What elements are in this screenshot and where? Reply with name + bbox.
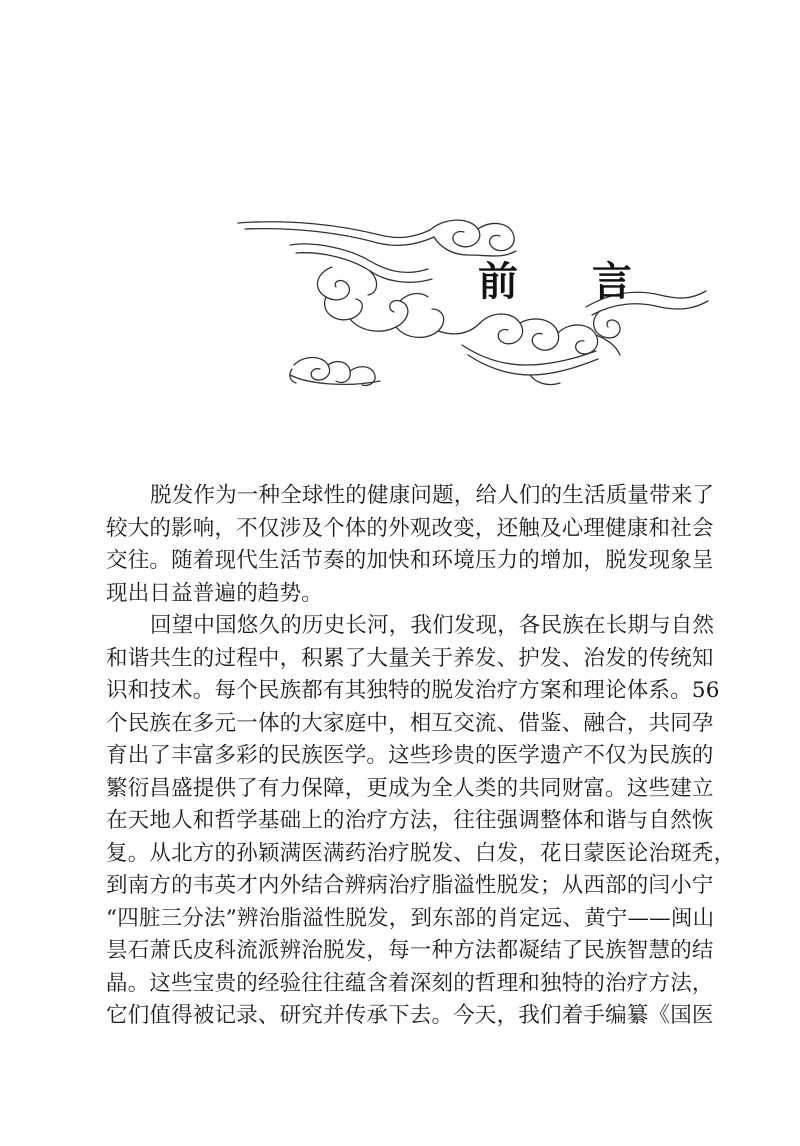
paragraph-2 xyxy=(106,610,736,1033)
text-line: “四脏三分法”辨治脂溢性脱发，到东部的肖定远、黄宁——闽山 xyxy=(106,905,715,931)
page-title: 前 言 xyxy=(478,258,662,305)
text-line: 晶。这些宝贵的经验往往蕴含着深刻的哲理和独特的治疗方法， xyxy=(106,970,714,996)
text-line: 昙石萧氏皮科流派辨治脱发，每一种方法都凝结了民族智慧的结 xyxy=(106,938,714,963)
text-line: 个民族在多元一体的大家庭中，相互交流、借鉴、融合，共同孕 xyxy=(106,710,714,736)
text-line: 和谐共生的过程中，积累了大量关于养发、护发、治发的传统知 xyxy=(106,645,714,671)
body-text xyxy=(106,480,736,1033)
text-line: 交往。随着现代生活节奏的加快和环境压力的增加，脱发现象呈 xyxy=(106,548,714,573)
text-line: 回望中国悠久的历史长河，我们发现，各民族在长期与自然 xyxy=(150,613,715,638)
paragraph-1 xyxy=(106,480,715,610)
text-line: 它们值得被记录、研究并传承下去。今天，我们着手编纂《国医 xyxy=(106,1003,714,1028)
text-line: 复。从北方的孙颖满医满药治疗脱发、白发，花日蒙医论治斑秃， xyxy=(106,840,736,866)
text-line: 在天地人和哲学基础上的治疗方法，往往强调整体和谐与自然恢 xyxy=(106,808,714,833)
text-line: 现出日益普遍的趋势。 xyxy=(106,580,324,606)
text-line: 繁衍昌盛提供了有力保障，更成为全人类的共同财富。这些建立 xyxy=(106,775,714,801)
text-line: 识和技术。每个民族都有其独特的脱发治疗方案和理论体系。56 xyxy=(106,678,720,703)
text-line: 育出了丰富多彩的民族医学。这些珍贵的医学遗产不仅为民族的 xyxy=(106,743,714,768)
text-line: 到南方的韦英才内外结合辨病治疗脂溢性脱发；从西部的闫小宁 xyxy=(106,873,714,898)
text-line: 脱发作为一种全球性的健康问题，给人们的生活质量带来了 xyxy=(150,483,715,508)
text-line: 较大的影响，不仅涉及个体的外观改变，还触及心理健康和社会 xyxy=(106,515,714,541)
